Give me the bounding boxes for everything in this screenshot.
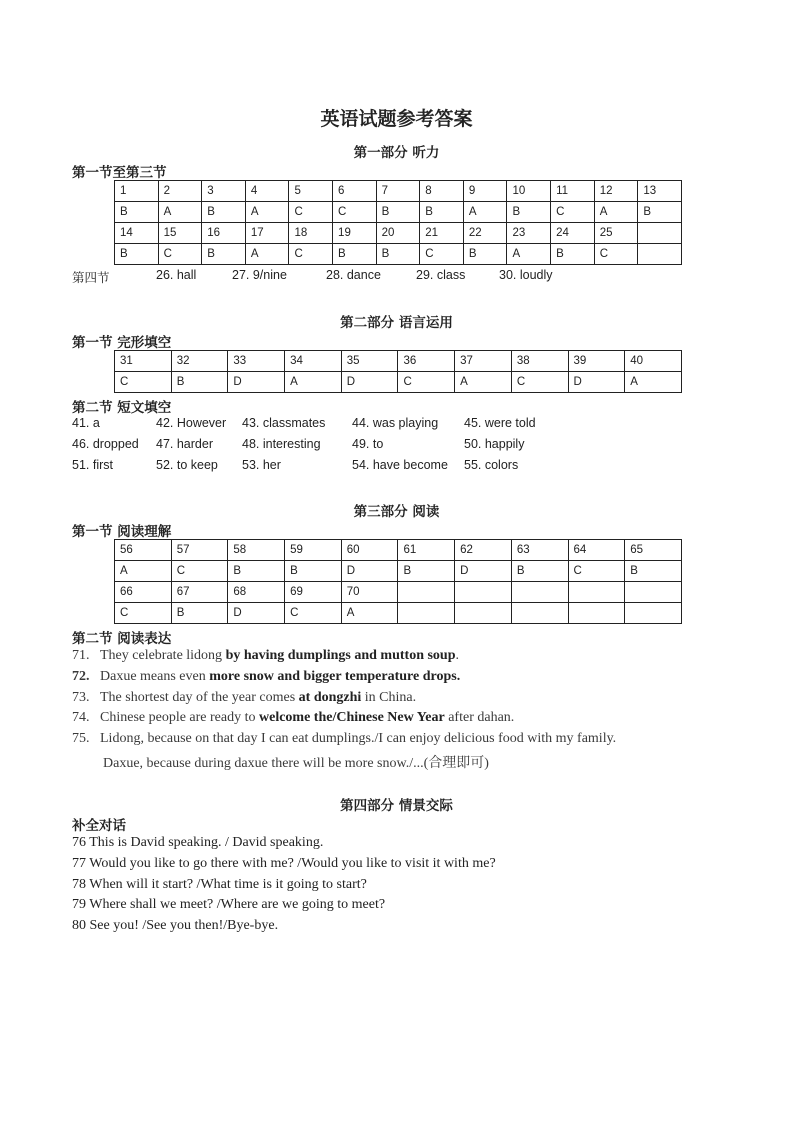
item-text: Chinese people are ready to xyxy=(100,710,259,726)
answer-cell xyxy=(398,603,455,624)
section4-answer: 27. 9/nine xyxy=(232,268,287,282)
answer-cell: C xyxy=(289,244,333,265)
reading-answer-table xyxy=(114,539,682,624)
answer-cell: C xyxy=(158,244,202,265)
question-number-cell: 67 xyxy=(171,582,228,603)
question-number-cell: 65 xyxy=(625,540,682,561)
item-text-end: in China. xyxy=(361,689,417,705)
question-number-cell: 6 xyxy=(333,181,377,202)
dialogue-line: 80 See you! /See you then!/Bye-bye. xyxy=(72,918,279,934)
answer-cell: A xyxy=(115,561,172,582)
gapfill-title: 第二节 短文填空 xyxy=(72,400,172,416)
answer-row xyxy=(115,372,682,393)
question-number-cell: 22 xyxy=(463,223,507,244)
gapfill-answer: 53. her xyxy=(242,458,281,472)
question-number-cell: 20 xyxy=(376,223,420,244)
answer-cell: D xyxy=(568,372,625,393)
question-number-cell: 69 xyxy=(285,582,342,603)
gapfill-row xyxy=(0,458,793,476)
dialogue-line: 79 Where shall we meet? /Where are we going to meet? xyxy=(72,897,386,913)
question-number-cell: 25 xyxy=(594,223,638,244)
question-number-cell: 64 xyxy=(568,540,625,561)
question-number-cell: 32 xyxy=(171,351,228,372)
answer-cell: A xyxy=(594,202,638,223)
cloze-title: 第一节 完形填空 xyxy=(72,335,172,351)
answer-row xyxy=(115,582,682,603)
gapfill-answer: 54. have become xyxy=(352,458,448,472)
answer-cell: B xyxy=(420,202,464,223)
question-number-cell: 24 xyxy=(551,223,595,244)
answer-cell: A xyxy=(625,372,682,393)
question-number-cell: 7 xyxy=(376,181,420,202)
answer-cell: A xyxy=(285,372,342,393)
question-number-cell: 70 xyxy=(341,582,398,603)
question-number-cell: 5 xyxy=(289,181,333,202)
item-text: The shortest day of the year comes xyxy=(100,689,299,705)
question-number-cell: 39 xyxy=(568,351,625,372)
answer-cell: B xyxy=(376,244,420,265)
answer-cell: B xyxy=(228,561,285,582)
question-number-cell: 31 xyxy=(115,351,172,372)
answer-cell: C xyxy=(285,603,342,624)
item-number: 72. xyxy=(72,668,90,684)
gapfill-answer: 46. dropped xyxy=(72,437,139,451)
answer-cell: C xyxy=(398,372,455,393)
answer-cell: D xyxy=(455,561,512,582)
answer-cell: C xyxy=(594,244,638,265)
item-key-answer: more snow and bigger temperature drops. xyxy=(209,668,461,684)
answer-row xyxy=(115,351,682,372)
answer-cell: D xyxy=(341,561,398,582)
section4-answer: 29. class xyxy=(416,268,466,282)
answer-cell xyxy=(625,603,682,624)
expression-item xyxy=(72,669,460,685)
question-number-cell: 60 xyxy=(341,540,398,561)
answer-row xyxy=(115,202,682,223)
listening-answer-table xyxy=(114,180,682,265)
item-text: Daxue means even xyxy=(100,668,210,684)
answer-cell xyxy=(455,603,512,624)
part2-title: 第二部分 语言运用 xyxy=(340,315,453,331)
answer-cell: B xyxy=(333,244,377,265)
answer-cell: C xyxy=(289,202,333,223)
answer-cell: B xyxy=(376,202,420,223)
item-key-answer: by having dumplings and mutton soup xyxy=(225,648,456,663)
answer-row xyxy=(115,244,682,265)
question-number-cell xyxy=(455,582,512,603)
gapfill-answer: 52. to keep xyxy=(156,458,218,472)
question-number-cell: 56 xyxy=(115,540,172,561)
dialogue-line: 76 This is David speaking. / David speaking. xyxy=(72,835,324,850)
question-number-cell: 62 xyxy=(455,540,512,561)
question-number-cell: 18 xyxy=(289,223,333,244)
question-number-cell: 11 xyxy=(551,181,595,202)
answer-cell: C xyxy=(333,202,377,223)
question-number-cell xyxy=(638,223,682,244)
question-number-cell: 10 xyxy=(507,181,551,202)
expression-item xyxy=(72,648,459,664)
answer-cell: B xyxy=(202,244,246,265)
gapfill-answer: 45. were told xyxy=(464,416,536,430)
gapfill-answer: 47. harder xyxy=(156,437,213,451)
answer-cell xyxy=(511,603,568,624)
gapfill-row xyxy=(0,416,793,434)
question-number-cell xyxy=(625,582,682,603)
question-number-cell: 19 xyxy=(333,223,377,244)
answer-cell: A xyxy=(463,202,507,223)
question-number-cell: 4 xyxy=(245,181,289,202)
answer-cell: A xyxy=(245,244,289,265)
answer-cell: D xyxy=(341,372,398,393)
question-number-cell: 21 xyxy=(420,223,464,244)
question-number-cell: 13 xyxy=(638,181,682,202)
answer-cell: B xyxy=(171,372,228,393)
answer-cell: A xyxy=(245,202,289,223)
cloze-answer-table xyxy=(114,350,682,393)
item-number: 75. xyxy=(72,731,90,747)
question-number-cell: 9 xyxy=(463,181,507,202)
answer-cell: B xyxy=(202,202,246,223)
question-number-cell: 63 xyxy=(511,540,568,561)
question-number-cell: 61 xyxy=(398,540,455,561)
section1-3-title: 第一节至第三节 xyxy=(72,165,167,181)
answer-cell: D xyxy=(228,603,285,624)
answer-cell: C xyxy=(511,372,568,393)
part1-title: 第一部分 听力 xyxy=(353,145,440,161)
section4-answer: 30. loudly xyxy=(499,268,553,282)
answer-cell: C xyxy=(568,561,625,582)
question-number-cell: 40 xyxy=(625,351,682,372)
gapfill-answer: 51. first xyxy=(72,458,113,472)
item-text-end: after dahan. xyxy=(444,710,515,726)
part3-title: 第三部分 阅读 xyxy=(353,504,440,520)
gapfill-answer: 49. to xyxy=(352,437,384,451)
answer-cell xyxy=(638,244,682,265)
gapfill-answer: 55. colors xyxy=(464,458,519,472)
question-number-cell: 66 xyxy=(115,582,172,603)
question-number-cell: 15 xyxy=(158,223,202,244)
answer-row xyxy=(115,181,682,202)
page-title: 英语试题参考答案 xyxy=(320,108,473,130)
question-number-cell: 57 xyxy=(171,540,228,561)
answer-cell: B xyxy=(638,202,682,223)
answer-cell: B xyxy=(171,603,228,624)
question-number-cell: 14 xyxy=(115,223,159,244)
answer-cell: A xyxy=(507,244,551,265)
question-number-cell: 36 xyxy=(398,351,455,372)
answer-cell: B xyxy=(285,561,342,582)
answer-cell: C xyxy=(115,372,172,393)
answer-cell: A xyxy=(158,202,202,223)
item-text: Lidong, because on that day I can eat dumplings./I can enjoy delicious food with my family. xyxy=(100,731,617,747)
question-number-cell: 34 xyxy=(285,351,342,372)
answer-cell: B xyxy=(115,244,159,265)
answer-row xyxy=(115,540,682,561)
item-number: 74. xyxy=(72,710,90,726)
answer-cell: B xyxy=(398,561,455,582)
expression-item-75-line2: Daxue, because during daxue there will be more snow./...(合理即可) xyxy=(103,756,489,771)
reading-title: 第一节 阅读理解 xyxy=(72,524,172,540)
answer-cell: D xyxy=(228,372,285,393)
expression-item xyxy=(72,731,616,747)
answer-cell: C xyxy=(115,603,172,624)
answer-cell: B xyxy=(115,202,159,223)
gapfill-answer: 41. a xyxy=(72,416,100,430)
item-key-answer: welcome the/Chinese New Year xyxy=(259,710,445,726)
question-number-cell: 37 xyxy=(455,351,512,372)
item-text-end: . xyxy=(455,648,459,663)
question-number-cell: 1 xyxy=(115,181,159,202)
question-number-cell: 58 xyxy=(228,540,285,561)
answer-cell: A xyxy=(455,372,512,393)
question-number-cell: 17 xyxy=(245,223,289,244)
item-number: 71. xyxy=(72,648,90,663)
section4-answer: 28. dance xyxy=(326,268,381,282)
answer-cell: C xyxy=(171,561,228,582)
question-number-cell: 2 xyxy=(158,181,202,202)
question-number-cell: 35 xyxy=(341,351,398,372)
gapfill-answer: 48. interesting xyxy=(242,437,321,451)
question-number-cell: 38 xyxy=(511,351,568,372)
dialogue-title: 补全对话 xyxy=(72,818,126,834)
gapfill-answer: 50. happily xyxy=(464,437,525,451)
item-number: 73. xyxy=(72,689,90,705)
expression-item xyxy=(72,690,416,706)
gapfill-row xyxy=(0,437,793,455)
question-number-cell: 68 xyxy=(228,582,285,603)
dialogue-line: 77 Would you like to go there with me? /Would you like to visit it with me? xyxy=(72,855,496,871)
section4-answer: 26. hall xyxy=(156,268,197,282)
section4-title: 第四节 xyxy=(72,271,110,285)
question-number-cell: 33 xyxy=(228,351,285,372)
gapfill-answer: 42. However xyxy=(156,416,227,430)
answer-cell: B xyxy=(507,202,551,223)
question-number-cell: 8 xyxy=(420,181,464,202)
part4-title: 第四部分 情景交际 xyxy=(340,798,453,814)
answer-cell: B xyxy=(625,561,682,582)
answer-cell: C xyxy=(420,244,464,265)
answer-row xyxy=(115,561,682,582)
answer-cell: B xyxy=(463,244,507,265)
item-key-answer: at dongzhi xyxy=(298,689,362,705)
question-number-cell xyxy=(398,582,455,603)
answer-cell xyxy=(568,603,625,624)
question-number-cell xyxy=(568,582,625,603)
item-text: They celebrate lidong xyxy=(100,648,226,663)
question-number-cell: 12 xyxy=(594,181,638,202)
question-number-cell xyxy=(511,582,568,603)
dialogue-line: 78 When will it start? /What time is it going to start? xyxy=(72,876,367,892)
gapfill-answer: 44. was playing xyxy=(352,416,439,430)
question-number-cell: 23 xyxy=(507,223,551,244)
answer-cell: B xyxy=(551,244,595,265)
expression-title: 第二节 阅读表达 xyxy=(72,631,172,647)
expression-item xyxy=(72,710,514,726)
question-number-cell: 59 xyxy=(285,540,342,561)
question-number-cell: 3 xyxy=(202,181,246,202)
answer-cell: C xyxy=(551,202,595,223)
answer-cell: A xyxy=(341,603,398,624)
answer-row xyxy=(115,603,682,624)
gapfill-answer: 43. classmates xyxy=(242,416,326,430)
answer-row xyxy=(115,223,682,244)
question-number-cell: 16 xyxy=(202,223,246,244)
answer-cell: B xyxy=(511,561,568,582)
section4-row xyxy=(0,268,793,286)
